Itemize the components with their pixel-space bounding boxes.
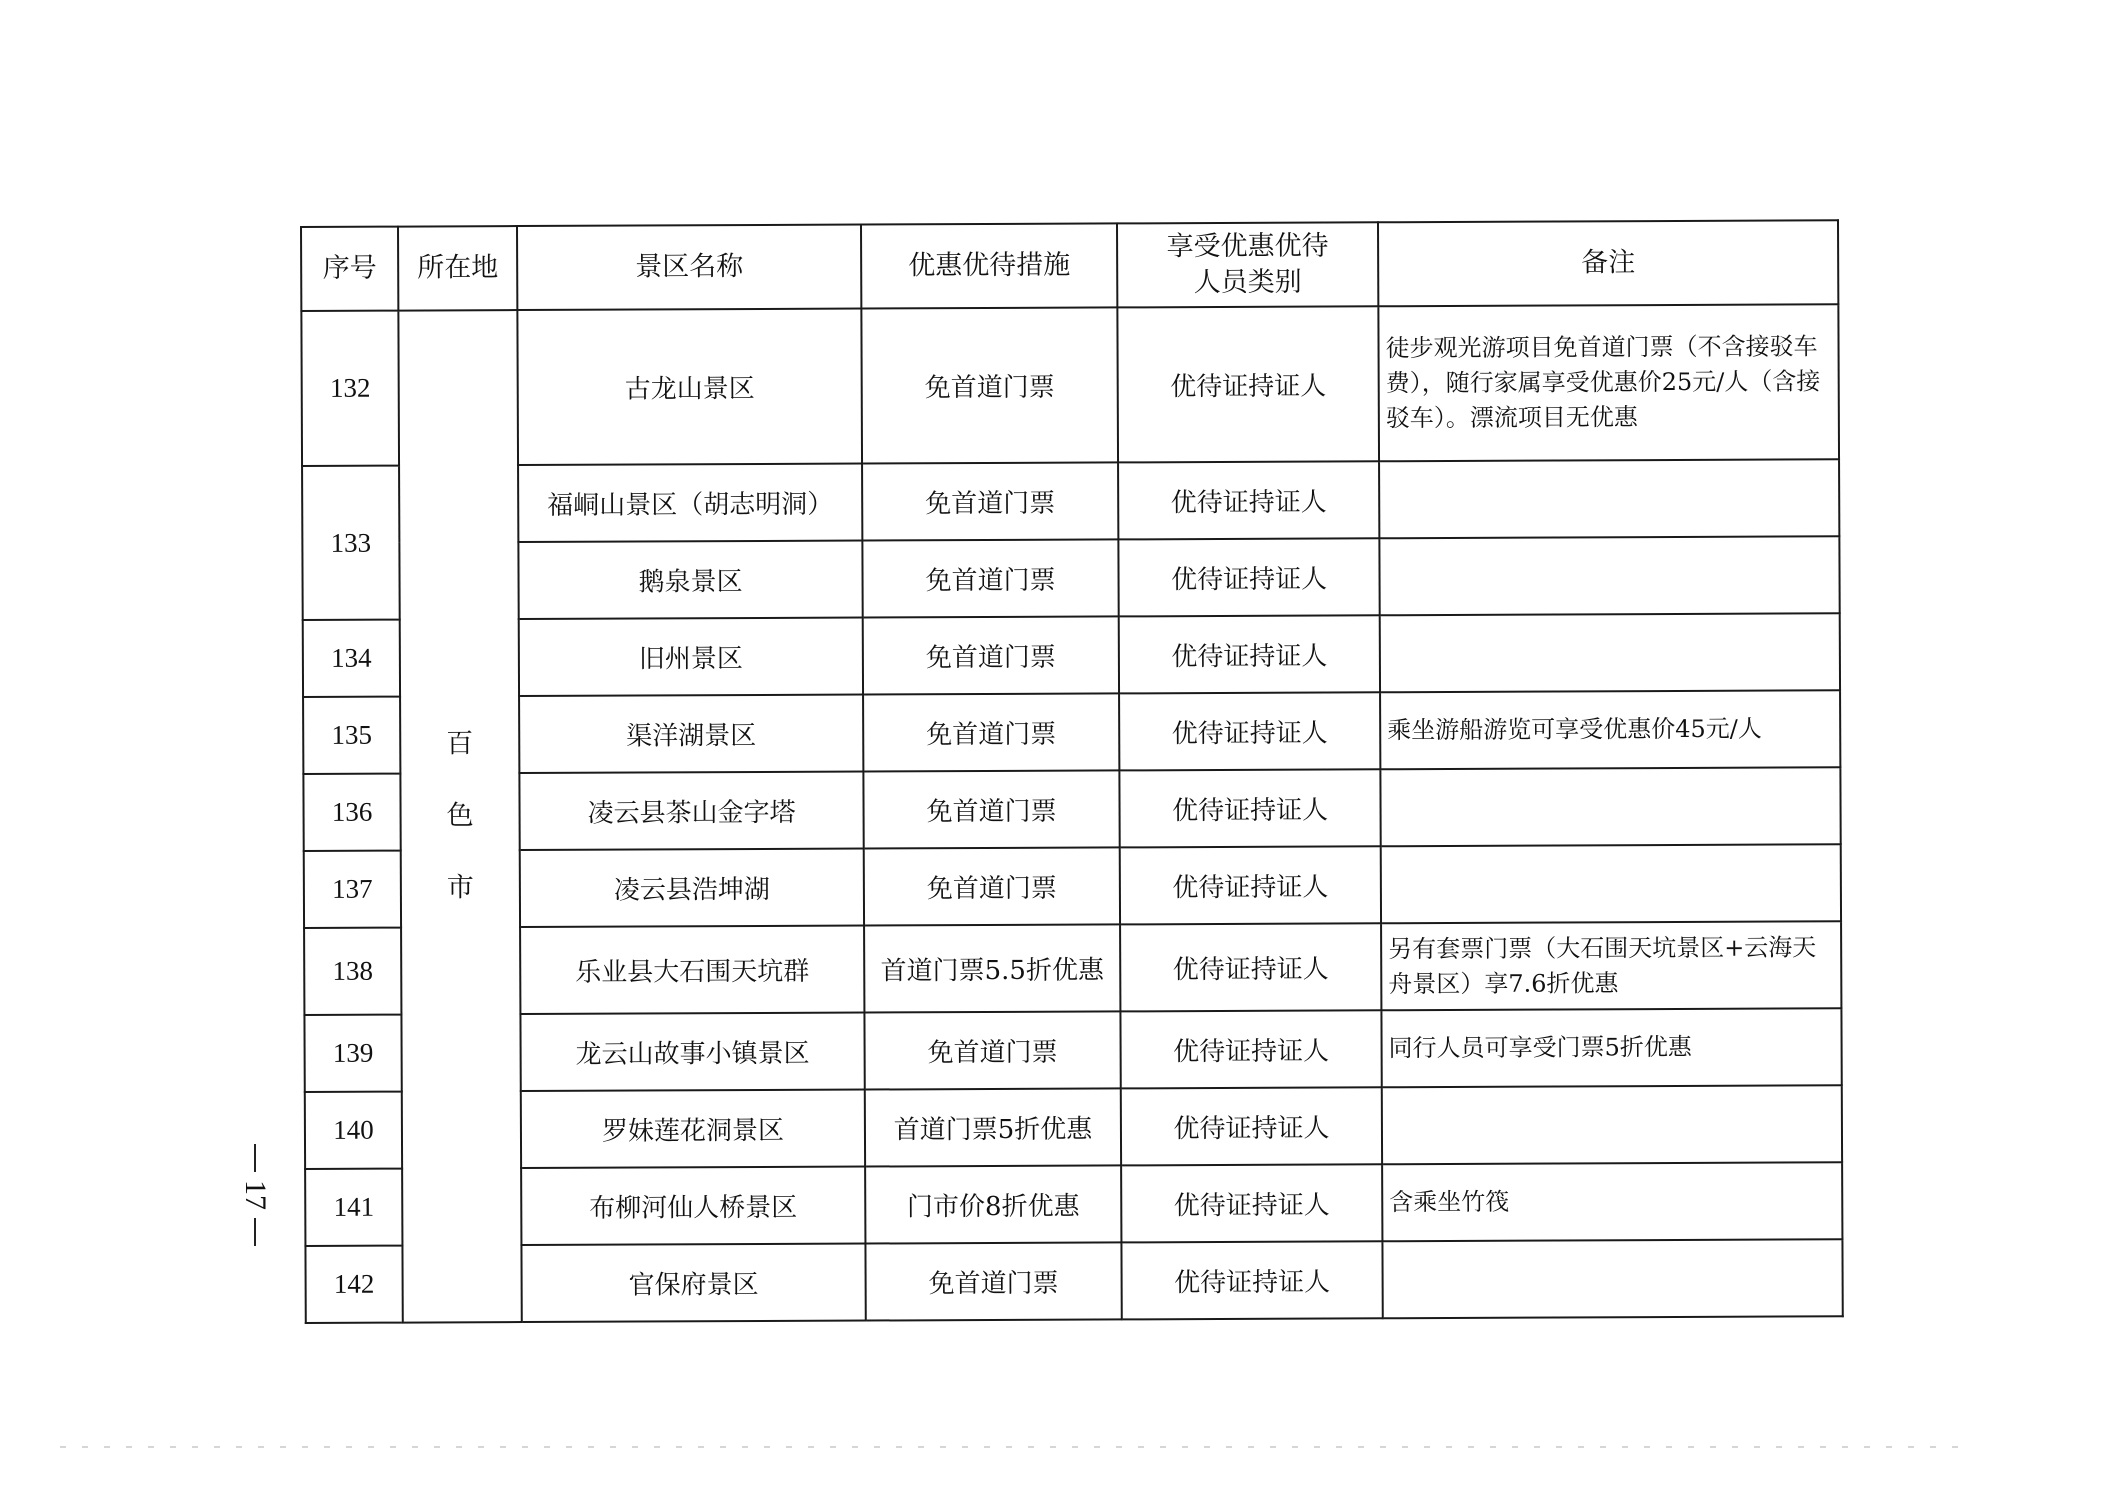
cell-measure: 免首道门票 [865,1242,1121,1320]
cell-city [398,310,521,1323]
cell-scenic-name: 旧州景区 [519,618,863,697]
cell-seq: 135 [303,697,400,774]
cell-category: 优待证持证人 [1118,461,1379,539]
table-row [301,304,1839,466]
city-char: 百 [446,728,474,760]
cell-scenic-name: 古龙山景区 [517,309,862,465]
cell-scenic-name: 官保府景区 [521,1244,865,1323]
cell-seq: 139 [304,1015,401,1092]
header-seq: 序号 [301,227,398,311]
table-row [303,690,1840,774]
cell-scenic-name: 龙云山故事小镇景区 [520,1013,864,1092]
cell-seq: 133 [302,466,400,620]
table-row [304,921,1841,1015]
scan-noise-line [60,1446,1960,1448]
cell-note [1381,844,1841,923]
cell-measure: 免首道门票 [863,616,1119,694]
cell-note: 徒步观光游项目免首道门票（不含接驳车费），随行家属享受优惠价25元/人（含接驳车）。漂流项目无优惠 [1378,304,1839,461]
cell-note [1380,767,1840,846]
cell-category: 优待证持证人 [1119,692,1380,770]
cell-seq: 134 [303,620,400,697]
cell-note: 乘坐游船游览可享受优惠价45元/人 [1380,690,1840,769]
cell-category: 优待证持证人 [1121,1241,1382,1319]
table-row [305,1085,1842,1169]
cell-category: 优待证持证人 [1118,538,1379,616]
cell-measure: 门市价8折优惠 [865,1165,1121,1243]
scenic-discount-table-wrapper [300,219,1842,1324]
cell-scenic-name: 乐业县大石围天坑群 [520,926,864,1015]
table-row [302,536,1839,620]
city-char: 色 [446,800,474,832]
cell-note [1380,613,1840,692]
table-row [303,613,1840,697]
cell-category: 优待证持证人 [1117,306,1379,462]
cell-measure: 免首道门票 [864,847,1120,925]
cell-scenic-name: 布柳河仙人桥景区 [521,1167,865,1246]
header-measure: 优惠优待措施 [861,223,1117,308]
cell-seq: 138 [304,928,401,1015]
cell-measure: 首道门票5.5折优惠 [864,924,1120,1012]
header-location: 所在地 [398,226,517,311]
table-row [304,844,1841,928]
cell-measure: 免首道门票 [861,307,1118,463]
cell-seq: 141 [305,1169,402,1246]
cell-seq: 140 [305,1092,402,1169]
city-char: 市 [446,872,474,904]
table-row [304,1008,1841,1092]
cell-measure: 免首道门票 [863,770,1119,848]
page-number-dash [254,1144,256,1172]
cell-seq: 137 [304,851,401,928]
cell-scenic-name: 鹅泉景区 [518,541,862,620]
table-row [305,1239,1842,1323]
cell-measure: 免首道门票 [863,693,1119,771]
cell-scenic-name: 凌云县茶山金字塔 [519,772,863,851]
cell-category: 优待证持证人 [1120,1010,1381,1088]
cell-category: 优待证持证人 [1119,769,1380,847]
cell-note [1379,459,1839,538]
page-number [235,1130,275,1260]
cell-category: 优待证持证人 [1121,1164,1382,1242]
cell-scenic-name: 福峒山景区（胡志明洞） [518,464,862,543]
cell-measure: 免首道门票 [862,539,1118,617]
cell-note [1382,1085,1842,1164]
scenic-discount-table [300,219,1844,1324]
table-row [303,767,1840,851]
page-number-dash [254,1218,256,1246]
cell-measure: 首道门票5折优惠 [865,1088,1121,1166]
page-number-text: 17 [239,1180,272,1210]
cell-scenic-name: 渠洋湖景区 [519,695,863,774]
cell-seq: 132 [301,311,399,466]
table-row [305,1162,1842,1246]
cell-note [1382,1239,1842,1318]
cell-note: 含乘坐竹筏 [1382,1162,1842,1241]
cell-scenic-name: 凌云县浩坤湖 [520,849,864,928]
header-scenic-name: 景区名称 [517,225,861,311]
cell-note: 同行人员可享受门票5折优惠 [1381,1008,1841,1087]
cell-category: 优待证持证人 [1121,1087,1382,1165]
header-category: 享受优惠优待人员类别 [1117,222,1378,307]
cell-category: 优待证持证人 [1120,923,1381,1011]
header-row [301,220,1838,311]
cell-seq: 136 [303,774,400,851]
cell-measure: 免首道门票 [864,1011,1120,1089]
cell-note [1379,536,1839,615]
table-row [302,459,1839,543]
cell-scenic-name: 罗妹莲花洞景区 [521,1090,865,1169]
cell-category: 优待证持证人 [1120,846,1381,924]
cell-seq: 142 [305,1246,402,1323]
header-note: 备注 [1378,220,1838,306]
cell-category: 优待证持证人 [1119,615,1380,693]
cell-note: 另有套票门票（大石围天坑景区+云海天舟景区）享7.6折优惠 [1381,921,1841,1010]
cell-measure: 免首道门票 [862,462,1118,540]
